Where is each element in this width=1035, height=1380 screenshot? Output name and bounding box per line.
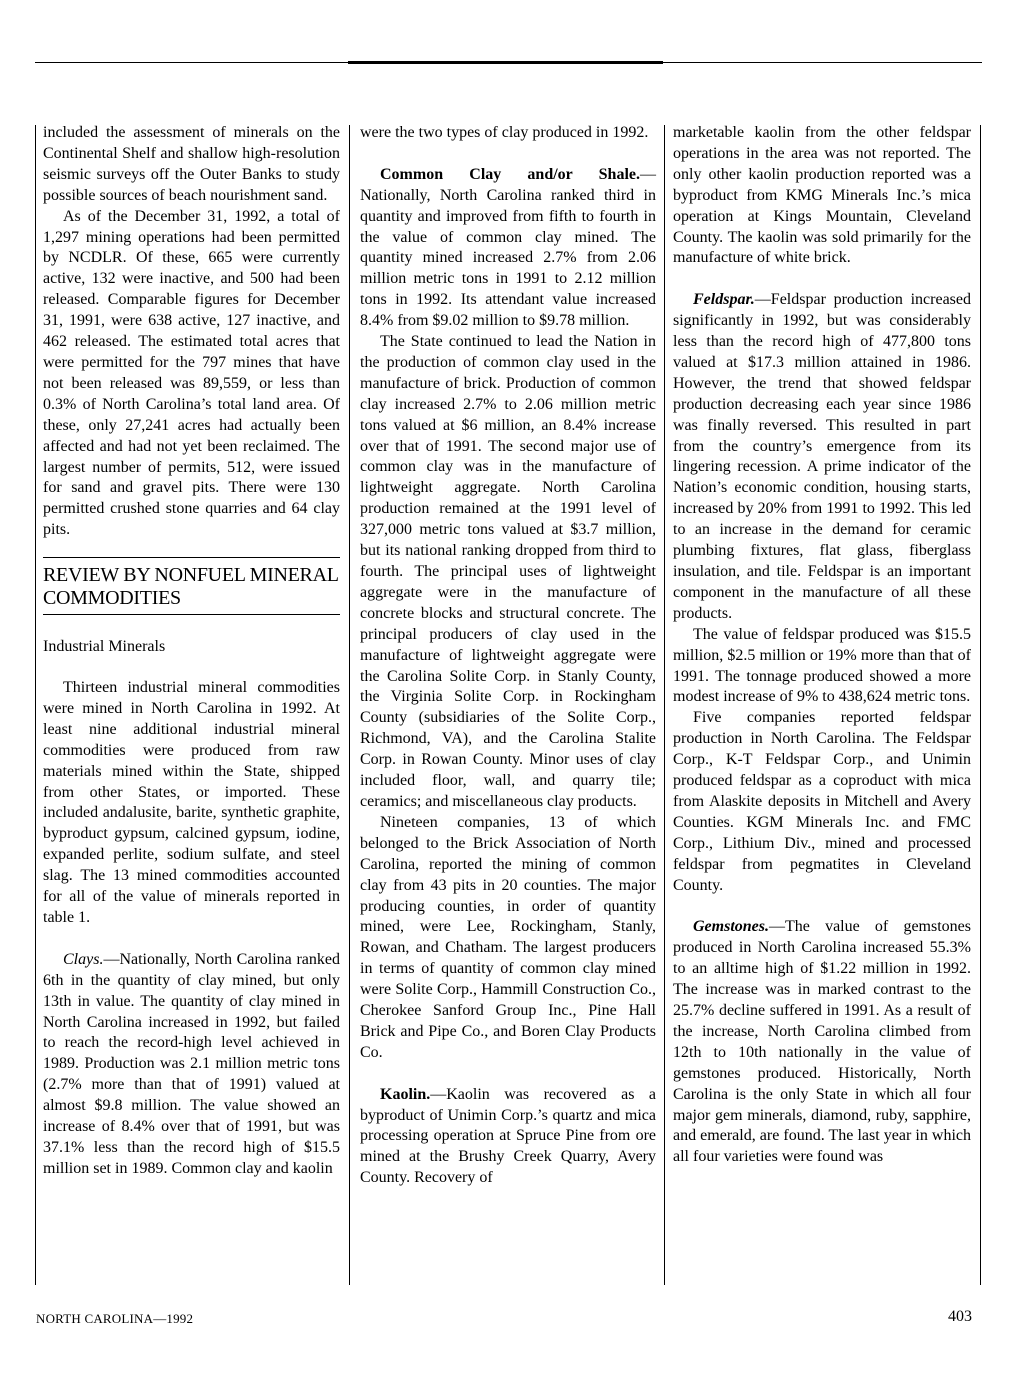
topic-title-feldspar: Feldspar. xyxy=(693,291,755,309)
paragraph: Thirteen industrial mineral commodities were mined in North Carolina in 1992. At least nine additional industrial mineral commodities were produced from raw materials mined within the State, shipped from other States, or imported. These included andalusite, barite, synthetic graphite, byproduct gypsum, calcined gypsum, iodine, expanded perlite, sodium sulfate, and steel slag. The 13 mined commodities accounted for all of the value of minerals reported in table 1. xyxy=(43,679,340,926)
topic-text: —Feldspar production increased significantly in 1992, but was considerably less than the record high of 477,800 tons valued at $17.3 million attained in 1986. However, the trend that showed feldspar production decreasing each year since 1986 was finally reversed. This resulted in part from the country’s emergence from its lingering recession. A prime indicator of the Nation’s economic condition, housing starts, increased by 20% from 1991 to 1992. This led to an increase in the demand for ceramic plumbing fixtures, flat glass, fiberglass insulation, and tile. Feldspar is an important component in the manufacture of all these products. xyxy=(673,291,971,622)
paragraph: As of the December 31, 1992, a total of 1,297 mining operations had been permitted by NCDLR. Of these, 665 were currently active, 132 were inactive, and 500 had been released. Comparable figures for December 31, 1991, were 638 active, 127 inactive, and 462 released. The estimated total acres that were permitted for the 797 mines that have not been released was 89,559, or less than 0.3% of North Carolina’s total land area. Of these, only 27,241 acres had actually been affected and had not yet been reclaimed. The largest number of permits, 512, were issued for sand and gravel pits. There were 130 permitted crushed stone quarries and 64 clay pits. xyxy=(43,207,340,539)
paragraph-clays xyxy=(43,950,340,1180)
column-divider-2 xyxy=(664,125,665,1285)
topic-title-kaolin: Kaolin. xyxy=(380,1085,431,1103)
paragraph: Five companies reported feldspar production in North Carolina. The Feldspar Corp., K-T Feldspar Corp., and Unimin produced feldspar as a coproduct with mica from Alaskite deposits in Mitchell and Avery Counties. KGM Minerals Inc. and FMC Corp., Lithium Div., mined and processed feldspar from pegmatites in Cleveland County. xyxy=(673,709,971,894)
column-divider-1 xyxy=(349,125,350,1285)
topic-title-common-clay: Common Clay and/or Shale. xyxy=(380,165,640,183)
paragraph: Nineteen companies, 13 of which belonged to the Brick Association of North Carolina, reported the mining of common clay from 43 pits in 20 counties. The major producing counties, in order of quantity mined, were Lee, Rockingham, Stanly, Rowan, and Chatham. The largest producers in terms of quantity of common clay mined were Solite Corp., Hammill Construction Co., Cherokee Sanford Group Inc., Pine Hall Brick and Pipe Co., and Boren Clay Products Co. xyxy=(360,813,656,1061)
column-divider-right-edge xyxy=(980,125,981,1285)
paragraph-feldspar xyxy=(673,290,971,625)
paragraph: included the assessment of minerals on the Continental Shelf and shallow high-resolution seismic surveys off the Outer Banks to study possible sources of beach nourishment sand. xyxy=(43,124,340,204)
paragraph: The State continued to lead the Nation in the production of common clay used in the manufacture of brick. Production of common clay increased 2.7% to 2.06 million metric tons valued at $6 million, an 8.4% increase over that of 1991. The second major use of common clay was in the manufacture of lightweight aggregate. North Carolina production remained at the 1991 level of 327,000 metric tons valued at $3.7 million, but its national ranking dropped from third to fourth. The principal uses of lightweight aggregate were in the manufacture of concrete blocks and structural concrete. The principal producers of clay used in the manufacture of lightweight aggregate were the Carolina Solite Corp. in Stanly County, the Virginia Solite Corp. in Rockingham County (subsidiaries of the Solite Corp., Richmond, VA), and the Carolina Stalite Corp. in Rowan County. Minor uses of clay included floor, wall, and quarry tile; ceramics; and miscellaneous clay products. xyxy=(360,333,656,810)
section-heading: REVIEW BY NONFUEL MINERAL COMMODITIES xyxy=(43,557,340,615)
subheading: Industrial Minerals xyxy=(43,638,166,656)
column-divider-left-edge xyxy=(35,125,36,1285)
paragraph-kaolin xyxy=(360,1085,656,1190)
topic-text: — Nationally, North Carolina ranked third in quantity and improved from fifth to fourth in the value of common clay mined. The quantity mined increased 2.7% from 2.06 million metric tons in 1991 to 2.12 million tons in 1992. Its attendant value increased 8.4% from $9.02 million to $9.78 million. xyxy=(360,165,656,330)
running-footer: NORTH CAROLINA—1992 xyxy=(36,1311,194,1326)
topic-title-gemstones: Gemstones. xyxy=(693,918,769,936)
paragraph-common-clay xyxy=(360,165,656,332)
topic-text: —Nationally, North Carolina ranked 6th in the quantity of clay mined, but only 13th in value. The quantity of clay mined in North Carolina increased in 1992, but failed to reach the record-high level achieved in 1989. Production was 2.1 million metric tons (2.7% more than that of 1991) valued at almost $9.8 million. The value showed an increase of 8.4% over that of 1991, but was 37.1% less than the record high of $15.5 million set in 1989. Common clay and kaolin xyxy=(43,950,340,1177)
text-column-3 xyxy=(673,123,971,1168)
paragraph: were the two types of clay produced in 1992. xyxy=(360,124,649,141)
text-column-1 xyxy=(43,123,340,1180)
header-rule-accent xyxy=(348,61,663,64)
paragraph: marketable kaolin from the other feldspar operations in the area was not reported. The only other kaolin production reported was a byproduct from KMG Minerals Inc.’s mica operation at Kings Mountain, Cleveland County. The kaolin was sold primarily for the manufacture of white brick. xyxy=(673,124,971,267)
paragraph: The value of feldspar produced was $15.5 million, $2.5 million or 19% more than that of 1991. The tonnage produced showed a more modest increase of 9% to 438,624 metric tons. xyxy=(673,625,971,706)
page-number: 403 xyxy=(948,1308,972,1325)
text-column-2 xyxy=(360,123,656,1189)
topic-text: —The value of gemstones produced in North Carolina increased 55.3% to an alltime high of $1.22 million in 1992. The increase was in marked contrast to the 25.7% decline suffered in 1991. As a result of the increase, North Carolina climbed from 12th to 10th nationally in the value of gemstones produced. Historically, North Carolina is the only State in which all four major gem minerals, diamond, ruby, sapphire, and emerald, are found. The last year in which all four varieties were found was xyxy=(673,918,971,1166)
paragraph-gemstones xyxy=(673,917,971,1168)
topic-title-clays: Clays. xyxy=(63,950,104,968)
topic-text: —Kaolin was recovered as a byproduct of Unimin Corp.’s quartz and mica processing operation at Spruce Pine from ore mined at the Brushy Creek Quarry, Avery County. Recovery of xyxy=(360,1085,656,1187)
